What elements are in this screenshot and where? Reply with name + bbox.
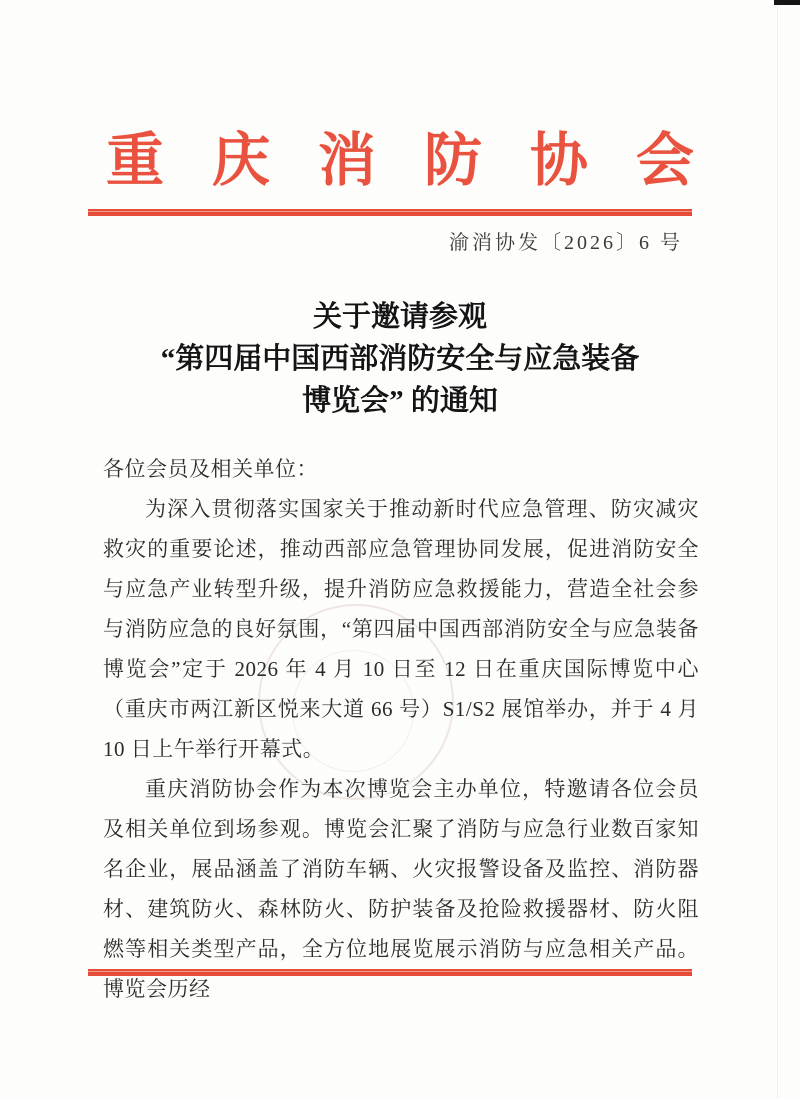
org-name-header: 重庆消防协会 xyxy=(106,128,743,193)
red-separator-top xyxy=(88,209,692,216)
title-line-1: 关于邀请参观 xyxy=(312,301,487,333)
body-paragraph-1: 为深入贯彻落实国家关于推动新时代应急管理、防灾减灾救灾的重要论述，推动西部应急管理协同发展，促进消防安全与应急产业转型升级，提升消防应急救援能力，营造全社会参与消防应急的良好氛围，“第四届中国西部消防安全与应急装备博览会”定于 2026 年 4 月 10 日至 12 日在重庆国际博览中心（重庆市两江新区悦来大道 66 号）S1/S2 展馆举办，并于 4 月 10 日上午举行开幕式。 xyxy=(103,497,699,761)
notice-title xyxy=(0,296,800,422)
title-line-2: “第四届中国西部消防安全与应急装备 xyxy=(160,343,640,375)
doc-number: 渝消协发〔2026〕6 号 xyxy=(449,232,683,254)
red-separator-bottom xyxy=(88,969,692,976)
scan-edge-line xyxy=(777,0,778,1099)
body-paragraph-2: 重庆消防协会作为本次博览会主办单位，特邀请各位会员及相关单位到场参观。博览会汇聚了消防与应急行业数百家知名企业，展品涵盖了消防车辆、火灾报警设备及监控、消防器材、建筑防火、森林防火、防护装备及抢险救援器材、防火阻燃等相关类型产品，全方位地展览展示消防与应急相关产品。博览会历经 xyxy=(103,777,699,1001)
title-line-3: 博览会” 的通知 xyxy=(302,385,498,417)
notice-body xyxy=(103,449,699,1009)
salutation: 各位会员及相关单位： xyxy=(103,457,318,481)
